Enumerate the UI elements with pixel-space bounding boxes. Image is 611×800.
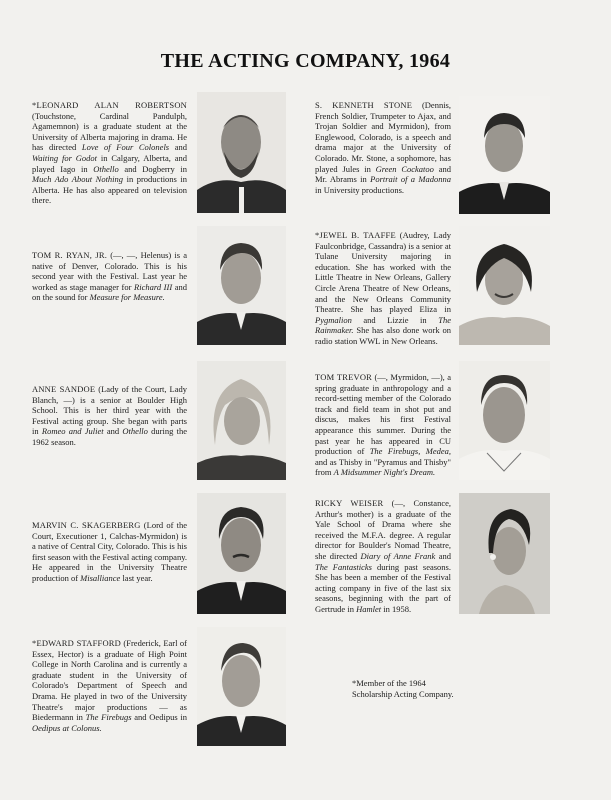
portrait-photo-taaffe [459,226,550,345]
work-title: Richard III [134,281,173,292]
portrait-photo-ryan [197,226,286,345]
bio-text: (Audrey, Lady Faulconbridge, Cassandra) is a senior at Tulane University majoring in education. She has worked with the Little Theatre in New Orleans, Gallery Circle Arena Theatre of New Orleans, and the New Orleans Community Theatre. She has played Eliza in [315,230,451,315]
work-title: The Firebugs [85,712,132,723]
bio-text: (Lady of the Court, Lady Blanch, —) is a senior at Boulder High School. This is her third year with the Festival acting group. She began with parts in [32,384,187,437]
bio-text: in Calgary, Alberta, and played Iago in [32,152,187,174]
work-title: Pygmalion [315,314,352,325]
bio-text: (—, Myrmidon, —), a spring graduate in anthropology and a record-setting member of the Colorado track and field team in shot put and discus, makes his first Festival appearance this summer. During the past year he has appeared in CU production of [315,372,451,457]
bio-trevor [315,372,451,478]
bio-sandoe [32,384,187,448]
bio-text: and Oedipus in [131,712,187,723]
work-title: A Midsummer Night's Dream. [333,467,436,478]
bio-text: and on the sound for [32,281,187,303]
bio-text: (—, —, Helenus) is a native of Denver, Colorado. This is his second year with the Festival. Last year he worked as stage manager for [32,250,187,292]
work-title: Diary of Anne Frank [360,550,436,561]
portrait-photo-skagerberg [197,493,286,614]
bio-text: and as Thisby in "Pyramus and Thisby" from [315,456,451,478]
work-title: Othello [93,163,119,174]
bio-ryan [32,250,187,303]
bio-text: and [103,426,123,437]
member-name: MARVIN C. SKAGERBERG [32,520,141,530]
work-title: The Rainmaker. [315,314,451,336]
portrait-photo-sandoe [197,361,286,480]
work-title: The Firebugs, Medea, [369,446,451,457]
work-title: Othello [122,426,148,437]
portrait-photo-stafford [197,627,286,746]
portrait-photo-stone [459,96,550,214]
bio-text: in University productions. [315,184,405,195]
bio-text: and [169,142,187,153]
member-name: ANNE SANDOE [32,384,96,394]
scholarship-footnote: *Member of the 1964 Scholarship Acting Company. [352,678,454,699]
work-title: Portrait of a Madonna [370,174,451,185]
portrait-photo-weiser [459,493,550,614]
member-name: *LEONARD ALAN ROBERTSON [32,100,187,110]
work-title: Romeo and Juliet [41,426,104,437]
member-name: S. KENNETH STONE [315,100,413,110]
bio-text: last year. [120,572,153,583]
bio-text: (Dennis, French Soldier, Trumpeter to Ajax, and Trojan Soldier and Myrmidon), from Englewood, Colorado, is a speech and drama major at the University of Colorado. Mr. Stone, a sophomore, has played Jules in [315,100,451,174]
bio-text: during past seasons. She has been a member of the Festival acting company in five of the last six seasons, beginning with the part of Gertrude in [315,561,451,614]
member-name: *EDWARD STAFFORD [32,638,121,648]
portrait-photo-robertson [197,92,286,213]
work-title: Waiting for Godot [32,152,98,163]
bio-text: and Lizzie in [351,314,439,325]
bio-text: She has also done work on radio station WWL in New Orleans. [315,325,451,346]
bio-text: (Frederick, Earl of Essex, Hector) is a graduate of High Point College in North Carolina and is currently a graduate student in the University of Colorado's Department of Speech and Drama. He played in two of the University Theatre's major productions — as Biedermann in [32,638,187,723]
bio-robertson [32,100,187,206]
bio-text: in productions in Alberta. He has also appeared on television there. [32,174,188,206]
work-title: Love of Four Colonels [81,142,170,153]
member-name: RICKY WEISER [315,498,384,508]
bio-text: in 1958. [381,603,412,614]
bio-taaffe [315,230,451,347]
bio-text: (Lord of the Court, Executioner 1, Calchas-Myrmidon) is a native of Central City, Colorado. This is his first season with the Festival acting company. He appeared in the University Theatre production of [32,520,188,583]
bio-skagerberg [32,520,187,584]
member-name: *JEWEL B. TAAFFE [315,230,396,240]
work-title: The Fantasticks [315,561,372,572]
bio-text: (—, Constance, Arthur's mother) is a graduate of the Yale School of Drama where she received the M.F.A. degree. A regular director for Boulder's Nomad Theatre, she directed [315,498,451,561]
bio-text: and Dogberry in [118,163,187,174]
member-name: TOM R. RYAN, JR. [32,250,108,260]
bio-stafford [32,638,187,733]
work-title: Misalliance [80,572,121,583]
page-title: THE ACTING COMPANY, 1964 [160,50,451,72]
bio-text: during the 1962 season. [32,426,188,447]
bio-stone [315,100,451,195]
member-name: TOM TREVOR [315,372,373,382]
work-title: Measure for Measure. [89,292,165,303]
bio-text: (Touchstone, Cardinal Pandulph, Agamemnon) is a graduate student at the University of Alberta majoring in drama. He has directed [32,110,187,153]
work-title: Oedipus at Colonus. [32,722,102,733]
work-title: Much Ado About Nothing [32,174,124,185]
bio-text: and Mr. Abrams in [315,163,451,185]
bio-weiser [315,498,451,615]
work-title: Green Cockatoo [375,163,434,174]
portrait-photo-trevor [459,361,550,480]
bio-text: and [435,550,451,561]
work-title: Hamlet [356,603,382,614]
